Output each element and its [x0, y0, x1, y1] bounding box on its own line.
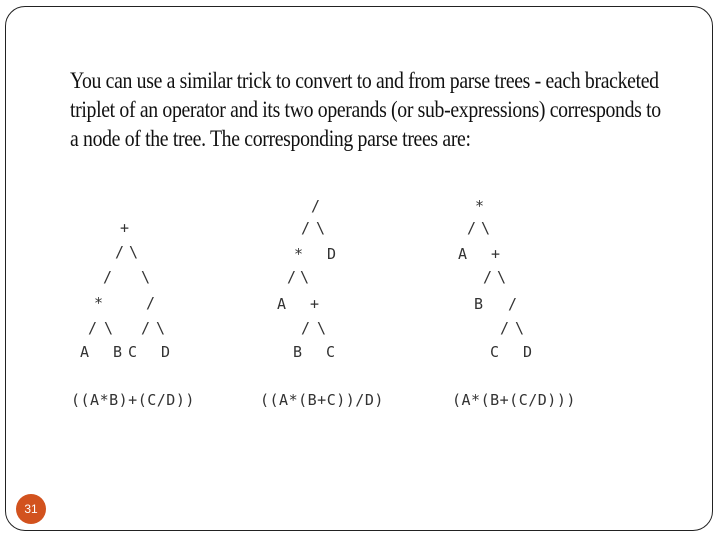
tree-node: C: [128, 343, 138, 361]
tree-edge: /: [301, 219, 311, 237]
expression-2: ((A*(B+C))/D): [260, 391, 384, 409]
tree-edge: \: [300, 268, 310, 286]
tree-edge: \: [141, 268, 151, 286]
tree-edge: \: [104, 319, 114, 337]
tree-node: A: [277, 295, 287, 313]
tree-node: +: [491, 245, 501, 263]
page-number: 31: [24, 502, 38, 516]
slide-body-text: You can use a similar trick to convert to and from parse trees - each bracketed triplet of an operator and its two operands (or sub-expressions) corresponds to a node of the tree. The corresponding parse trees are:: [70, 68, 661, 151]
tree-node: *: [94, 294, 104, 312]
tree-edge: /: [301, 319, 311, 337]
tree-edge: \: [156, 319, 166, 337]
tree-node: *: [475, 197, 485, 215]
tree-edge: /: [141, 319, 151, 337]
tree-edge: \: [317, 319, 327, 337]
tree-node: B: [474, 295, 484, 313]
tree-edge: /: [500, 319, 510, 337]
expression-3: (A*(B+(C/D))): [452, 391, 576, 409]
expression-1: ((A*B)+(C/D)): [71, 391, 195, 409]
tree-edge: /: [115, 243, 125, 261]
tree-node: /: [146, 294, 156, 312]
tree-node: D: [523, 343, 533, 361]
tree-node: +: [310, 295, 320, 313]
tree-node: C: [490, 343, 500, 361]
tree-edge: /: [103, 268, 113, 286]
tree-node: /: [311, 197, 321, 215]
tree-node: /: [508, 295, 518, 313]
tree-node: D: [161, 343, 171, 361]
tree-edge: \: [481, 219, 491, 237]
tree-node: *: [294, 245, 304, 263]
tree-node: A: [80, 343, 90, 361]
tree-edge: \: [129, 243, 139, 261]
tree-edge: /: [287, 268, 297, 286]
tree-edge: \: [515, 319, 525, 337]
tree-edge: \: [316, 219, 326, 237]
page-number-badge: [16, 494, 46, 524]
tree-node: D: [327, 245, 337, 263]
tree-edge: /: [483, 268, 493, 286]
tree-node: C: [326, 343, 336, 361]
tree-node: B: [293, 343, 303, 361]
tree-edge: /: [88, 319, 98, 337]
tree-node: A: [458, 245, 468, 263]
tree-edge: \: [497, 268, 507, 286]
tree-node: +: [120, 219, 130, 237]
tree-edge: /: [467, 219, 477, 237]
tree-node: B: [113, 343, 123, 361]
